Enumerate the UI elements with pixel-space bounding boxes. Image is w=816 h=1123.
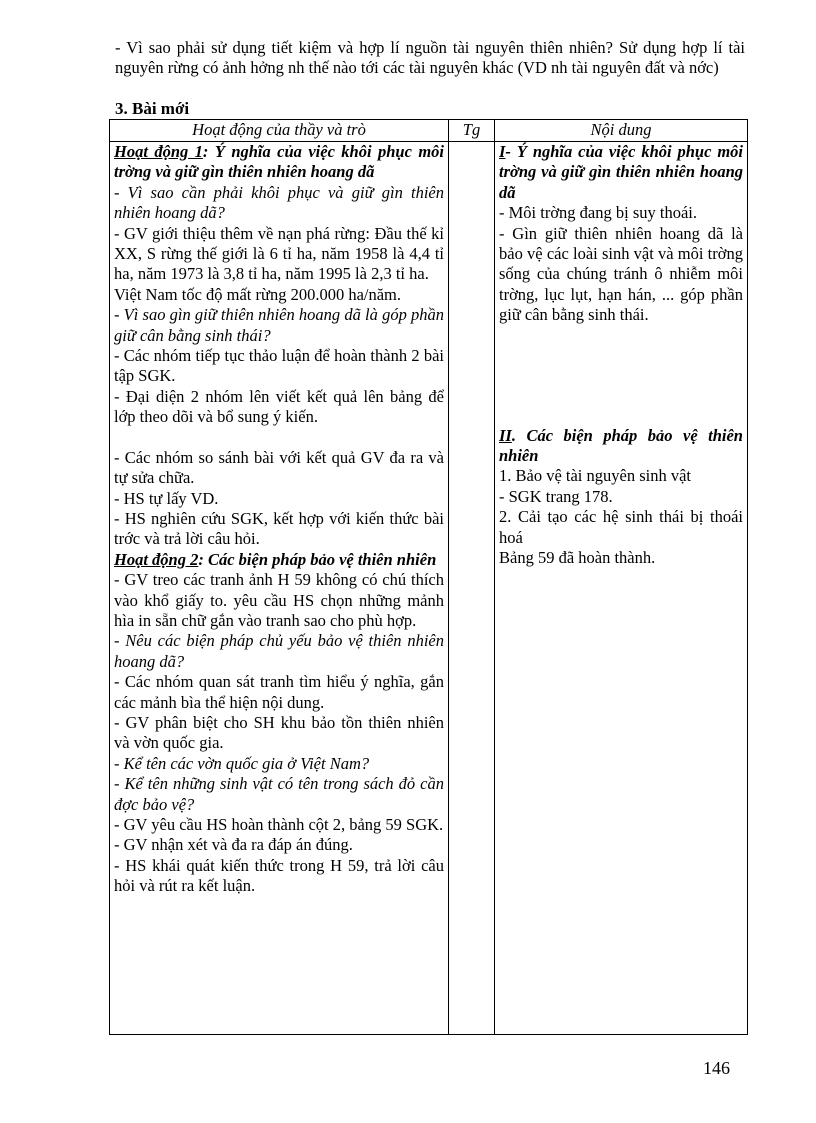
paragraph-answer: - GV nhận xét và đa ra đáp án đúng. [114,835,353,855]
content-table-59: Bảng 59 đã hoàn thành. [499,548,656,568]
paragraph-compare: - Các nhóm so sánh bài với kết quả GV đa ra và tự sửa chữa. [114,447,444,488]
table-body-row [110,142,748,1035]
content-sgk-page: - SGK trang 178. [499,486,613,506]
activities-cell [110,142,449,1035]
spacer [114,428,444,448]
content-section-2-title: . Các biện pháp bảo vệ thiên nhiên [499,425,743,466]
content-degradation: - Môi trờng đang bị suy thoái. [499,203,697,223]
question-2: - Vì sao gìn giữ thiên nhiên hoang dã là góp phần giữ cân bằng sinh thái? [114,305,444,345]
activity-1-heading [114,142,444,183]
activity-2-label: Hoạt động 2 [114,549,199,569]
question-5: - Kể tên những sinh vật có tên trong sách đỏ cần đợc bảo vệ? [114,774,444,814]
paragraph-group-discussion: - Các nhóm tiếp tục thảo luận để hoàn thành 2 bài tập SGK. [114,346,444,386]
table-header-row [110,120,748,142]
content-section-1-heading [499,142,743,203]
question-4: - Kể tên các vờn quốc gia ở Việt Nam? [114,753,370,773]
paragraph-pictures: - GV treo các tranh ảnh H 59 không có chú thích vào khổ giấy to. yêu cầu HS chọn những mảnh hìa in sẵn chữ gắn vào tranh sao cho phù hợp. [114,570,444,630]
paragraph-examples: - HS tự lấy VD. [114,488,219,508]
time-cell [449,142,495,1035]
paragraph-distinguish: - GV phân biệt cho SH khu bảo tồn thiên nhiên và vờn quốc gia. [114,712,444,753]
spacer [499,406,743,426]
section-title: 3. Bài mới [115,99,190,118]
paragraph-vietnam-rate: Việt Nam tốc độ mất rừng 200.000 ha/năm. [114,284,402,304]
question-1: - Vì sao cần phải khôi phục và giữ gìn thiên nhiên hoang dã? [114,182,444,223]
spacer [499,326,743,346]
content-section-2-label: II [499,425,512,445]
paragraph-deforestation: - GV giới thiệu thêm về nạn phá rừng: Đầu thế kỉ XX, S rừng thế giới là 6 tỉ ha, năm 1958 là 4,4 tỉ ha, năm 1973 là 3,8 tỉ ha, năm 1995 là 2,3 tỉ ha. [114,223,444,284]
activity-1-label: Hoạt động 1 [114,142,203,161]
content-protect-resources: 1. Bảo vệ tài nguyên sinh vật [499,466,692,486]
spacer [499,366,743,386]
activity-2-heading [114,550,444,570]
page-number: 146 [703,1058,730,1078]
header-content: Nội dung [495,120,748,142]
spacer [499,346,743,366]
paragraph-representatives: - Đại diện 2 nhóm lên viết kết quả lên bảng để lớp theo dõi và bổ sung ý kiến. [114,386,444,427]
paragraph-research: - HS nghiên cứu SGK, kết hợp với kiến thức bài trớc và trả lời câu hỏi. [114,508,444,549]
header-time: Tg [449,120,495,142]
content-section-1-title: - Ý nghĩa của việc khôi phục môi trờng và giữ gìn thiên nhiên hoang dã [499,142,743,202]
intro-paragraph [115,38,745,78]
activity-2-title: : Các biện pháp bảo vệ thiên nhiên [198,549,437,569]
paragraph-conclusion: - HS khái quát kiến thức trong H 59, trả lời câu hỏi và rút ra kết luận. [114,855,444,896]
header-activities: Hoạt động của thầy và trò [110,120,449,142]
paragraph-complete-table: - GV yêu cầu HS hoàn thành cột 2, bảng 59 SGK. [114,815,444,834]
content-improve-ecosystems: 2. Cải tạo các hệ sinh thái bị thoái hoá [499,507,743,547]
activity-1-title: : Ý nghĩa của việc khôi phục môi trờng và giữ gìn thiên nhiên hoang dã [114,142,444,182]
paragraph-observe: - Các nhóm quan sát tranh tìm hiểu ý nghĩa, gắn các mảnh bìa thể hiện nội dung. [114,672,444,712]
spacer [499,386,743,406]
content-preservation: - Gìn giữ thiên nhiên hoang dã là bảo vệ các loài sinh vật và môi trờng sống của chúng tránh ô nhiễm môi trờng, lục lụt, hạn hán, ... góp phần giữ cân bằng sinh thái. [499,223,743,325]
content-cell [495,142,748,1035]
content-section-1-label: I [499,142,506,161]
intro-question: - Vì sao phải sử dụng tiết kiệm và hợp lí nguồn tài nguyên thiên nhiên? Sử dụng hợp lí tài nguyên rừng có ảnh hởng nh thế nào tới các tài nguyên khác (VD nh tài nguyên đất và nớc) [115,38,745,77]
question-3: - Nêu các biện pháp chủ yếu bảo vệ thiên nhiên hoang dã? [114,631,444,671]
content-section-2-heading [499,426,743,467]
lesson-table [109,119,748,1035]
